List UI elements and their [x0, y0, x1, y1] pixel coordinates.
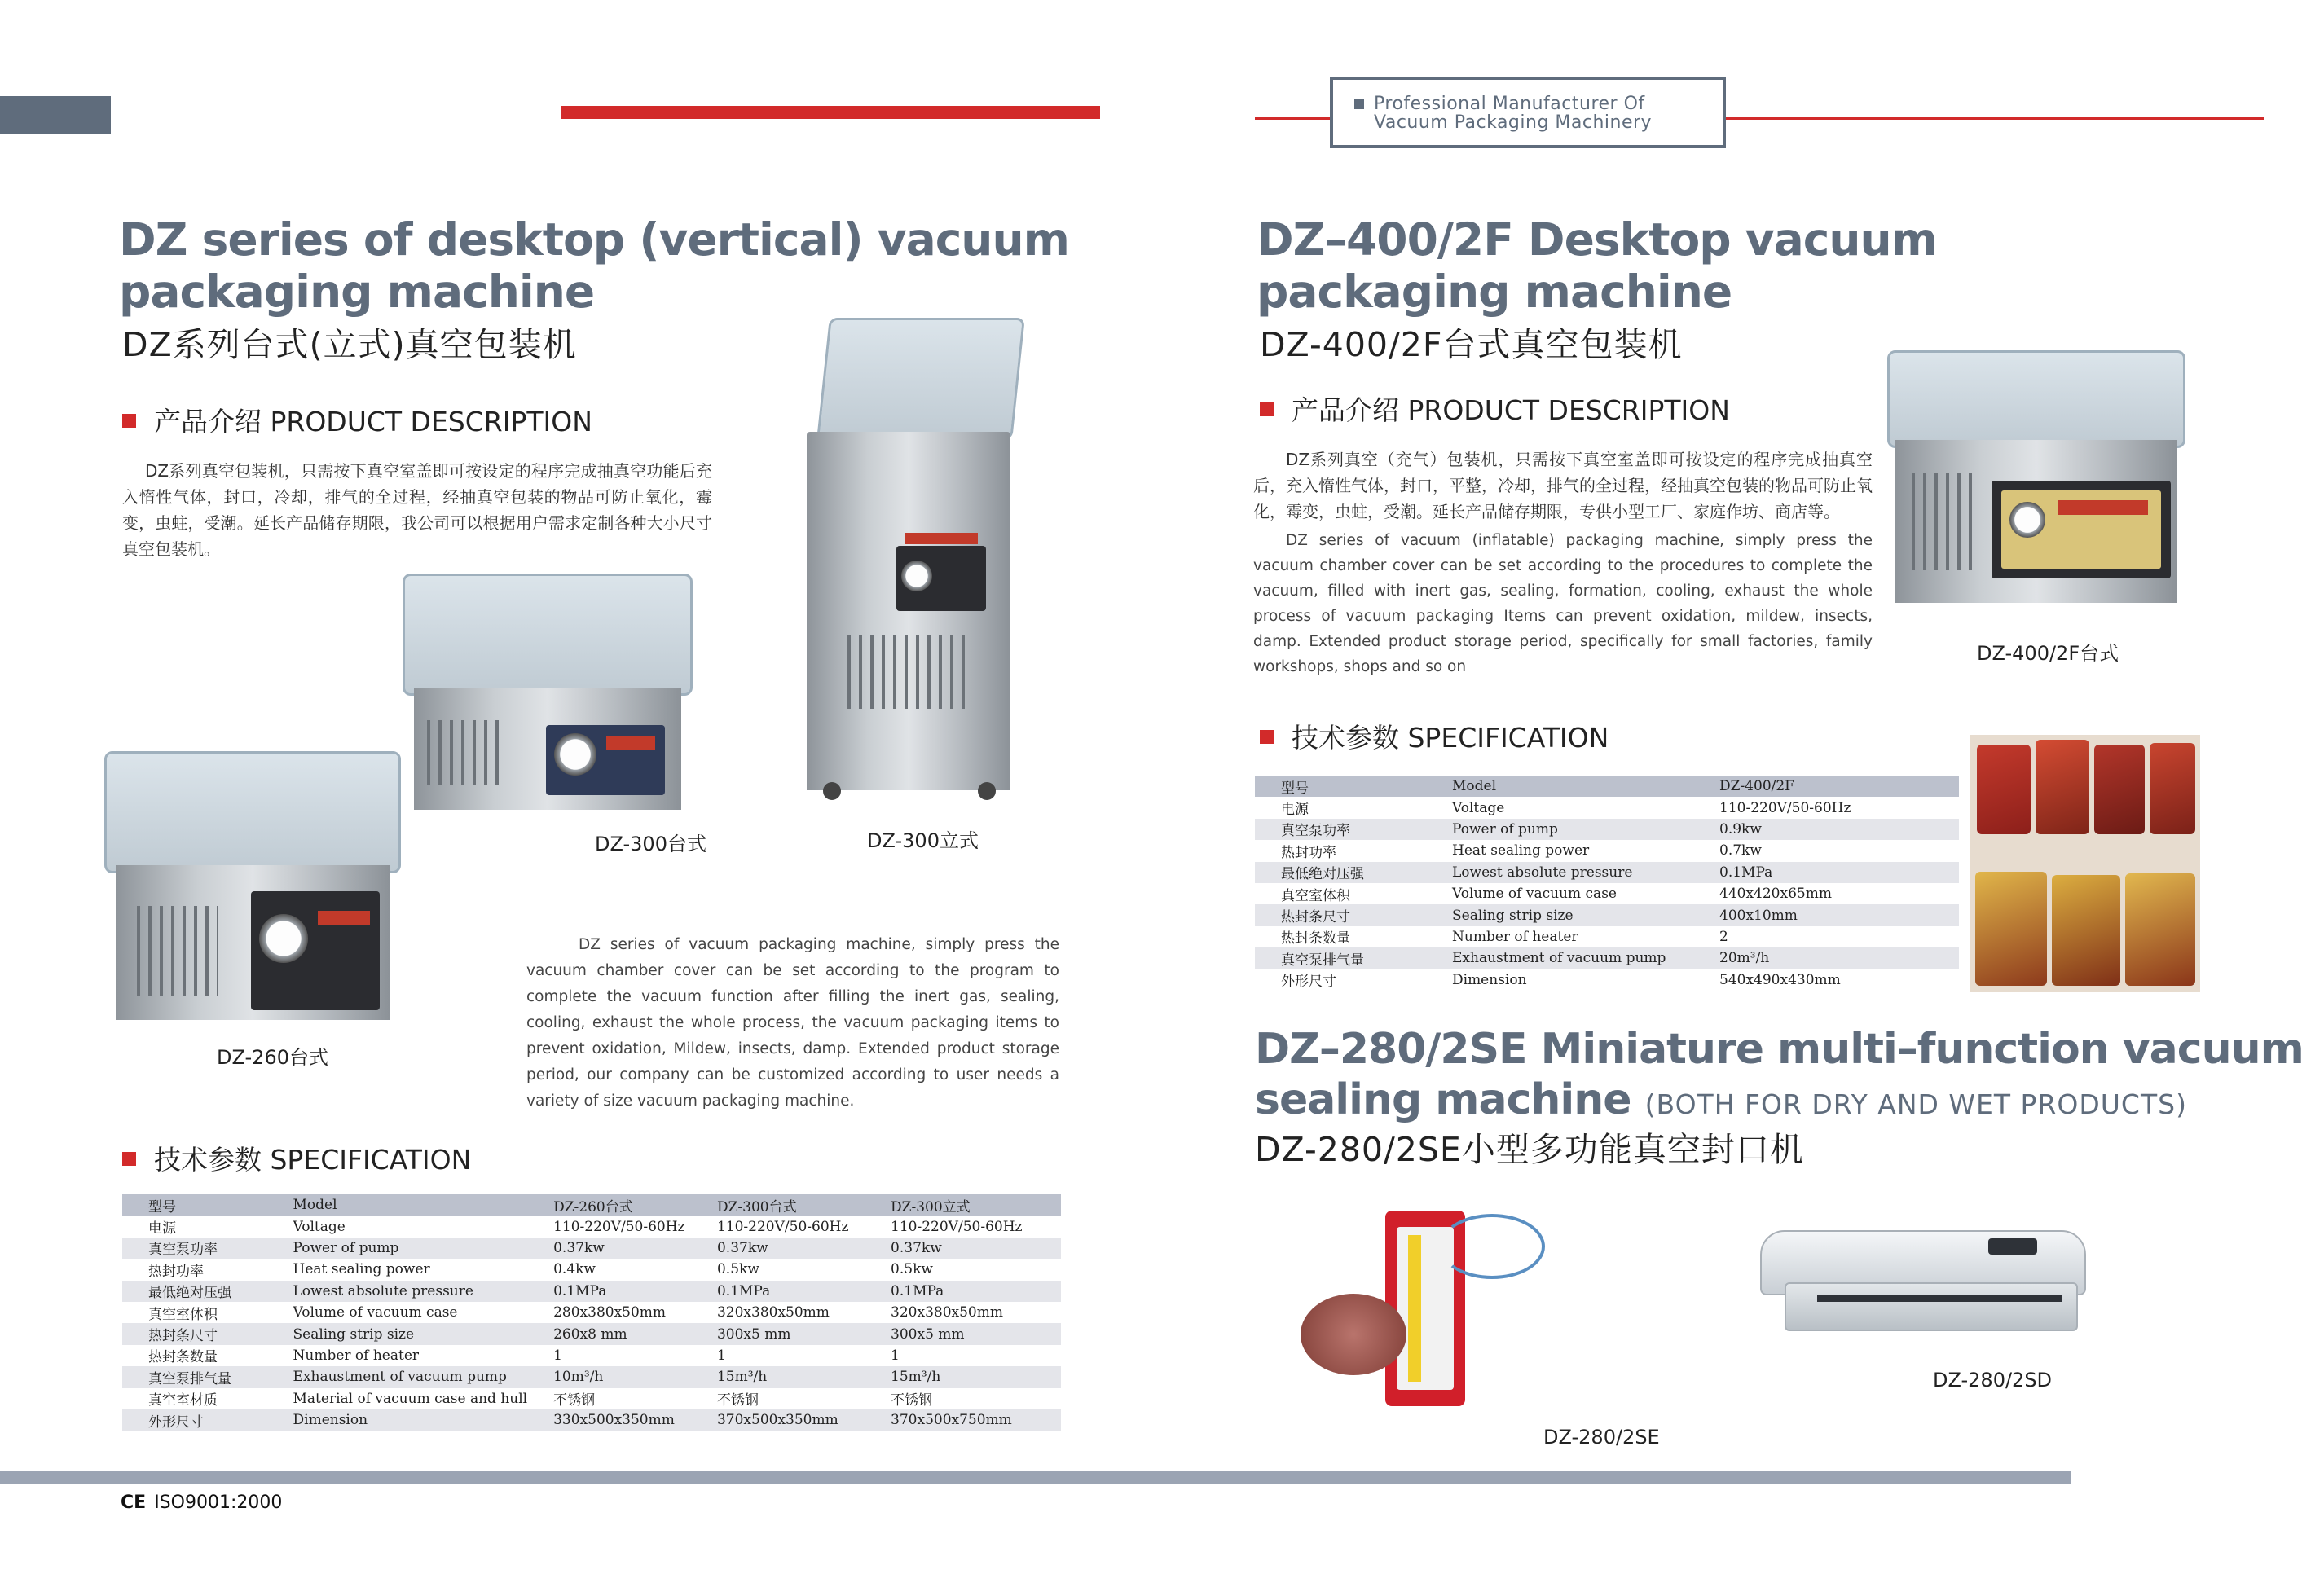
vacuum-packed-food-photo	[1970, 735, 2200, 992]
red-square-icon	[1260, 730, 1274, 744]
dz-280-2se-sealer-image	[1301, 1198, 1545, 1409]
left-spec-cell: 320x380x50mm	[716, 1304, 830, 1321]
left-spec-heading-text: 技术参数 SPECIFICATION	[154, 1144, 472, 1176]
right-spec-cell: Lowest absolute pressure	[1426, 862, 1693, 883]
right-title-line-1: DZ–400/2F Desktop vacuum	[1257, 213, 1937, 266]
right-spec-cell: 电源	[1281, 802, 1309, 819]
left-spec-cell: 300x5 mm	[691, 1323, 865, 1344]
right-spec-row	[1255, 947, 1959, 969]
left-spec-row	[122, 1238, 1061, 1259]
caption-dz-260-desktop: DZ-260台式	[217, 1046, 328, 1069]
right-desc-heading-text: 产品介绍 PRODUCT DESCRIPTION	[1292, 394, 1730, 426]
right-spec-cell: 真空泵功率	[1255, 819, 1426, 840]
left-spec-row	[122, 1409, 1061, 1431]
right-spec-cell: 0.7kw	[1719, 842, 1762, 859]
left-spec-cell: Heat sealing power	[293, 1261, 430, 1278]
right-spec-cell: Voltage	[1452, 799, 1505, 816]
left-spec-row	[122, 1216, 1061, 1237]
left-spec-cell: 0.4kw	[553, 1261, 596, 1278]
left-spec-cell: 0.5kw	[891, 1261, 933, 1278]
right-spec-row	[1255, 969, 1959, 991]
right-spec-row	[1255, 883, 1959, 904]
caption-dz-300-desktop: DZ-300台式	[595, 833, 706, 855]
left-spec-cell: Power of pump	[267, 1238, 528, 1259]
right-spec-heading-text: 技术参数 SPECIFICATION	[1292, 722, 1609, 754]
caption-dz-400-2f: DZ-400/2F台式	[1977, 642, 2119, 665]
right-spec-row	[1255, 862, 1959, 883]
red-rule-right	[1724, 117, 2264, 120]
right-spec-cell: Heat sealing power	[1452, 842, 1590, 859]
right-spec-cell: Number of heater	[1452, 928, 1578, 945]
left-title-cn: DZ系列台式(立式)真空包装机	[122, 325, 577, 364]
left-spec-cell: 110-220V/50-60Hz	[716, 1218, 849, 1235]
left-spec-cell: DZ-300台式	[691, 1194, 865, 1216]
left-spec-cell: 0.1MPa	[527, 1281, 691, 1302]
right-spec-row	[1255, 904, 1959, 925]
mini-title-cn: DZ-280/2SE小型多功能真空封口机	[1255, 1130, 1804, 1169]
left-spec-cell: 110-220V/50-60Hz	[891, 1218, 1023, 1235]
left-spec-cell: Voltage	[293, 1218, 346, 1235]
left-spec-cell: Lowest absolute pressure	[267, 1281, 528, 1302]
left-spec-cell: 15m³/h	[865, 1366, 1061, 1387]
right-spec-cell: 最低绝对压强	[1255, 862, 1426, 883]
left-spec-cell: 110-220V/50-60Hz	[553, 1218, 685, 1235]
right-spec-cell: 0.9kw	[1693, 819, 1959, 840]
right-spec-cell: Dimension	[1452, 971, 1527, 988]
left-spec-cell: Dimension	[267, 1409, 528, 1431]
right-spec-cell: 20m³/h	[1693, 947, 1959, 969]
left-desc-en: DZ series of vacuum packaging machine, simply press the vacuum chamber cover can be set according to the program to complete the vacuum function after filling the inert gas, sealing, cooling, exhaust the whole process, the vacuum packaging items to prevent oxidation, Mildew, insects, damp. Extended product storage period, our company can be customized according to user needs a variety of size vacuum packaging machine.	[526, 936, 1059, 1110]
left-spec-row	[122, 1366, 1061, 1387]
left-spec-row	[122, 1259, 1061, 1280]
caption-dz-300-vertical: DZ-300立式	[867, 829, 979, 852]
right-spec-cell: 2	[1719, 928, 1728, 945]
left-spec-cell: 330x500x350mm	[527, 1409, 691, 1431]
left-desc-heading	[122, 406, 592, 438]
red-rule-left	[1255, 117, 1336, 120]
right-spec-cell: 110-220V/50-60Hz	[1719, 799, 1851, 816]
left-spec-cell: 0.37kw	[865, 1238, 1061, 1259]
red-square-icon	[122, 414, 136, 428]
dz-400-2f-machine-image	[1887, 350, 2189, 611]
left-spec-cell: 1	[553, 1347, 562, 1364]
right-spec-row	[1255, 819, 1959, 840]
left-spec-cell: DZ-300立式	[865, 1194, 1061, 1216]
red-square-icon	[1260, 402, 1274, 416]
left-desc-heading-text: 产品介绍 PRODUCT DESCRIPTION	[154, 406, 592, 437]
right-spec-row	[1255, 797, 1959, 818]
right-spec-cell: 400x10mm	[1693, 904, 1959, 925]
left-spec-cell: Material of vacuum case and hull	[293, 1390, 528, 1407]
left-spec-cell: 320x380x50mm	[891, 1304, 1003, 1321]
right-spec-cell: 热封条尺寸	[1255, 904, 1426, 925]
right-title-line-2: packaging machine	[1257, 266, 1732, 318]
left-spec-cell: 370x500x750mm	[865, 1409, 1061, 1431]
left-spec-cell: Number of heater	[293, 1347, 420, 1364]
left-spec-row	[122, 1302, 1061, 1323]
left-spec-cell: 260x8 mm	[527, 1323, 691, 1344]
right-spec-cell: 真空泵排气量	[1255, 947, 1426, 969]
left-spec-cell: 热封条数量	[148, 1349, 218, 1366]
left-spec-cell: 300x5 mm	[865, 1323, 1061, 1344]
left-title-line-2: packaging machine	[119, 266, 595, 318]
right-spec-row	[1255, 926, 1959, 947]
right-spec-cell: DZ-400/2F	[1693, 776, 1959, 797]
right-title-cn: DZ-400/2F台式真空包装机	[1260, 325, 1683, 364]
dz-280-2sd-sealer-image	[1752, 1198, 2094, 1361]
left-spec-cell: Exhaustment of vacuum pump	[267, 1366, 528, 1387]
left-spec-cell: 真空室体积	[148, 1306, 218, 1323]
left-spec-cell: 热封条尺寸	[122, 1323, 267, 1344]
left-spec-cell: 不锈钢	[891, 1392, 933, 1409]
left-title-line-1: DZ series of desktop (vertical) vacuum	[119, 213, 1069, 266]
iso-cert-text: ISO9001:2000	[154, 1492, 283, 1513]
left-spec-cell: 0.37kw	[691, 1238, 865, 1259]
banner-line-2: Vacuum Packaging Machinery	[1374, 112, 1653, 133]
right-spec-cell: 外形尺寸	[1281, 974, 1336, 991]
left-desc-cn: DZ系列真空包装机，只需按下真空室盖即可按设定的程序完成抽真空功能后充入惰性气体，封口，冷却，排气的全过程，经抽真空包装的物品可防止氧化，霉变，虫蛀，受潮。延长产品储存期限，我公司可以根据用户需求定制各种大小尺寸真空包装机。	[122, 461, 712, 559]
left-spec-cell: 1	[891, 1347, 900, 1364]
left-spec-cell: 最低绝对压强	[122, 1281, 267, 1302]
left-spec-cell: 15m³/h	[691, 1366, 865, 1387]
right-spec-cell: Model	[1426, 776, 1693, 797]
left-spec-cell: 不锈钢	[716, 1392, 759, 1409]
square-bullet-icon	[1354, 99, 1364, 109]
right-spec-cell: 440x420x65mm	[1719, 886, 1832, 903]
left-spec-cell: 真空室材质	[148, 1392, 218, 1409]
right-spec-cell: 0.1MPa	[1693, 862, 1959, 883]
dz-300-vertical-machine-image	[799, 326, 1027, 798]
right-desc-cn: DZ系列真空（充气）包装机，只需按下真空室盖即可按设定的程序完成抽真空后，充入惰性气体，封口，平整，冷却，排气的全过程，经抽真空包装的物品可防止氧化，霉变，虫蛀，受潮。延长产品储存期限，专供小型工厂、家庭作坊、商店等。	[1253, 450, 1873, 521]
right-spec-row	[1255, 840, 1959, 861]
mini-title-main: sealing machine	[1255, 1075, 1631, 1124]
mini-title-line-1: DZ–280/2SE Miniature multi–function vacuum	[1255, 1025, 2304, 1074]
caption-dz-280-2sd: DZ-280/2SD	[1933, 1369, 2053, 1391]
right-spec-cell: 型号	[1255, 776, 1426, 797]
left-spec-heading	[122, 1144, 471, 1176]
left-spec-table	[122, 1194, 1061, 1431]
right-spec-cell: 热封条数量	[1281, 930, 1350, 947]
left-spec-row	[122, 1388, 1061, 1409]
right-desc-heading	[1260, 394, 1730, 427]
left-spec-cell: Volume of vacuum case	[293, 1304, 458, 1321]
left-spec-cell: 真空泵功率	[122, 1238, 267, 1259]
left-spec-cell: 外形尺寸	[122, 1409, 267, 1431]
corner-bar	[0, 96, 111, 134]
red-square-icon	[122, 1152, 136, 1166]
left-spec-row	[122, 1194, 1061, 1216]
left-spec-cell: 0.37kw	[527, 1238, 691, 1259]
left-spec-cell: Model	[267, 1194, 528, 1216]
right-spec-cell: 540x490x430mm	[1719, 971, 1841, 988]
left-spec-cell: 型号	[122, 1194, 267, 1216]
dz-300-desktop-machine-image	[403, 574, 696, 810]
right-spec-cell: 热封功率	[1281, 844, 1336, 861]
right-spec-cell: Power of pump	[1426, 819, 1693, 840]
right-spec-cell: Volume of vacuum case	[1452, 886, 1617, 903]
mini-title-line-2	[1255, 1074, 2187, 1131]
right-spec-cell: Sealing strip size	[1426, 904, 1693, 925]
left-spec-cell: 热封功率	[148, 1263, 204, 1280]
left-spec-cell: 280x380x50mm	[553, 1304, 667, 1321]
left-spec-cell: 0.1MPa	[691, 1281, 865, 1302]
right-spec-cell: 真空室体积	[1281, 887, 1350, 904]
right-spec-row	[1255, 776, 1959, 797]
footer-cert	[121, 1492, 282, 1513]
left-spec-cell: DZ-260台式	[527, 1194, 691, 1216]
left-spec-cell: 真空泵排气量	[122, 1366, 267, 1387]
left-spec-cell: 10m³/h	[527, 1366, 691, 1387]
left-spec-row	[122, 1281, 1061, 1302]
left-spec-row	[122, 1345, 1061, 1366]
footer-bar	[0, 1471, 2071, 1484]
left-spec-row	[122, 1323, 1061, 1344]
left-spec-cell: 电源	[148, 1220, 176, 1238]
right-spec-heading	[1260, 722, 1609, 754]
left-spec-cell: 0.1MPa	[865, 1281, 1061, 1302]
right-desc-en: DZ series of vacuum (inflatable) packaging machine, simply press the vacuum chamber cover can be set according to the procedures to complete the vacuum, filled with inert gas, sealing, formation, cooling, exhaust the whole process of vacuum packaging Items can prevent oxidation, mildew, insects, damp. Extended product storage period, specifically for small factories, family workshops, shops and so on	[1253, 532, 1873, 675]
left-spec-cell: 1	[716, 1347, 726, 1364]
caption-dz-280-2se: DZ-280/2SE	[1543, 1426, 1660, 1449]
left-spec-cell: 不锈钢	[553, 1392, 596, 1409]
manufacturer-banner	[1330, 77, 1726, 148]
dz-260-desktop-machine-image	[104, 751, 406, 1020]
left-spec-cell: 0.5kw	[716, 1261, 759, 1278]
mini-title-sub: (BOTH FOR DRY AND WET PRODUCTS)	[1644, 1088, 2187, 1120]
left-spec-cell: Sealing strip size	[267, 1323, 528, 1344]
right-spec-table	[1255, 776, 1959, 991]
red-accent-bar	[561, 106, 1100, 119]
left-spec-cell: 370x500x350mm	[691, 1409, 865, 1431]
ce-mark-icon: CE	[121, 1492, 147, 1513]
banner-line-1: Professional Manufacturer Of	[1374, 94, 1645, 114]
right-spec-cell: Exhaustment of vacuum pump	[1426, 947, 1693, 969]
